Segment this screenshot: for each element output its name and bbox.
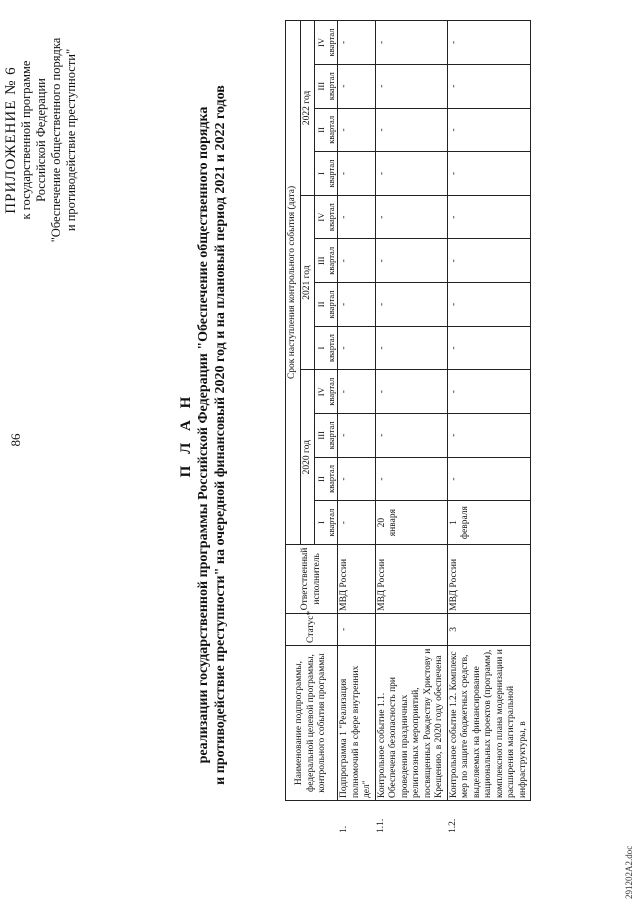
row-cell: -	[338, 283, 376, 327]
row-name: Подпрограмма 1 "Реализация полномочий в сфере внутренних дел"	[338, 646, 376, 801]
row-cell: -	[375, 370, 447, 414]
row-cell: -	[447, 64, 531, 108]
row-cell: -	[447, 326, 531, 370]
row-name: Контрольное событие 1.2. Комплекс мер по защите бюджетных средств, выделяемых на финансирование национальных проектов (программ), комплексного плана модернизации и расширения магистральной инфраструктуры, в	[447, 646, 531, 801]
appendix-title: ПРИЛОЖЕНИЕ № 6	[3, 66, 19, 214]
row-responsible: МВД России	[375, 544, 447, 613]
num-header	[286, 801, 338, 835]
appendix-line: Российской Федерации	[34, 78, 48, 202]
table-row	[447, 21, 531, 836]
title-line: реализации государственной программы Российской Федерации "Обеспечение общественного порядка	[196, 106, 211, 764]
row-cell: -	[375, 64, 447, 108]
row-cell: -	[447, 21, 531, 65]
quarter-header: II квартал	[315, 108, 338, 152]
appendix-header	[4, 15, 79, 265]
row-cell: -	[447, 108, 531, 152]
quarter-header: III квартал	[315, 414, 338, 458]
appendix-line: "Обеспечение общественного порядка	[49, 37, 63, 243]
row-cell: -	[338, 457, 376, 501]
page-number: 86	[8, 433, 23, 447]
table-row	[375, 21, 447, 836]
quarter-header: II квартал	[315, 283, 338, 327]
appendix-line: и противодействие преступности"	[64, 48, 78, 232]
row-cell: -	[447, 457, 531, 501]
year-header: 2021 год	[300, 195, 315, 370]
file-name: 291202A2.doc	[624, 845, 634, 899]
document-title	[178, 85, 229, 785]
row-name: Контрольное событие 1.1. Обеспечена безопасность при проведении праздничных религиозных мероприятий, посвященных Рождеству Христову и Крещению, в 2020 году обеспечена	[375, 646, 447, 801]
appendix-line: к государственной программе	[19, 60, 33, 220]
plan-heading: П Л А Н	[178, 392, 194, 478]
year-header: 2022 год	[300, 21, 315, 196]
row-cell: -	[447, 283, 531, 327]
row-cell: -	[375, 414, 447, 458]
row-cell: -	[375, 195, 447, 239]
deadline-header: Срок наступления контрольного события (дата)	[286, 21, 301, 545]
quarter-header: I квартал	[315, 152, 338, 196]
row-cell: -	[375, 21, 447, 65]
row-cell: 20 января	[375, 501, 447, 545]
row-cell: -	[375, 239, 447, 283]
row-cell: -	[338, 501, 376, 545]
quarter-header: III квартал	[315, 239, 338, 283]
row-cell: -	[375, 457, 447, 501]
row-cell: -	[447, 239, 531, 283]
quarter-header: I квартал	[315, 501, 338, 545]
row-cell: -	[375, 326, 447, 370]
table-row	[338, 21, 376, 836]
row-status: -	[338, 613, 376, 645]
title-line: и противодействие преступности" на очередной финансовый 2020 год и на плановый период 2021 и 2022 годов	[213, 85, 228, 785]
quarter-header: II квартал	[315, 457, 338, 501]
row-cell: -	[338, 21, 376, 65]
row-number: 1.	[338, 801, 376, 835]
quarter-header: IV квартал	[315, 195, 338, 239]
row-cell: -	[375, 283, 447, 327]
quarter-header: IV квартал	[315, 370, 338, 414]
name-header: Наименование подпрограммы, федеральной целевой программы, контрольного события программы	[286, 646, 338, 801]
row-cell: -	[375, 108, 447, 152]
row-cell: -	[375, 152, 447, 196]
row-cell: -	[338, 64, 376, 108]
quarter-header: I квартал	[315, 326, 338, 370]
quarter-header: IV квартал	[315, 21, 338, 65]
row-cell: -	[338, 195, 376, 239]
row-cell: -	[447, 414, 531, 458]
row-cell: -	[338, 239, 376, 283]
row-cell: -	[338, 152, 376, 196]
row-number: 1.1.	[375, 801, 447, 835]
quarter-header: III квартал	[315, 64, 338, 108]
row-cell: -	[447, 370, 531, 414]
status-header: Статус*	[286, 613, 338, 645]
year-header: 2020 год	[300, 370, 315, 545]
row-cell: -	[338, 108, 376, 152]
row-number: 1.2.	[447, 801, 531, 835]
row-responsible: МВД России	[447, 544, 531, 613]
row-cell: -	[447, 152, 531, 196]
row-cell: -	[338, 326, 376, 370]
plan-table	[285, 20, 531, 835]
row-status: 3	[447, 613, 531, 645]
row-status	[375, 613, 447, 645]
responsible-header: Ответственный исполнитель	[286, 544, 338, 613]
row-cell: -	[338, 414, 376, 458]
row-responsible: МВД России	[338, 544, 376, 613]
row-cell: 1 февраля	[447, 501, 531, 545]
row-cell: -	[447, 195, 531, 239]
row-cell: -	[338, 370, 376, 414]
